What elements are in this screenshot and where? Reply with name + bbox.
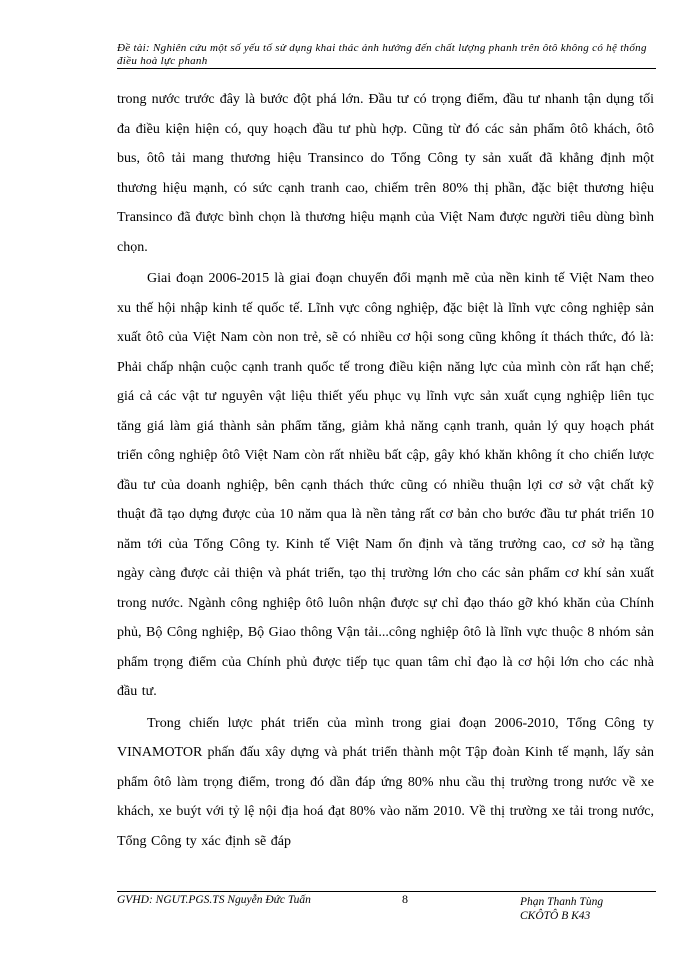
page-number: 8 (402, 892, 408, 906)
footer-author-class: CKÔTÔ B K43 (520, 910, 591, 922)
header-divider (117, 68, 656, 69)
document-header: Đề tài: Nghiên cứu một số yếu tố sử dụng khai thác ảnh hưởng đến chất lượng phanh trên ôtô không có hệ thống điều hoà lực phanh (117, 42, 647, 67)
footer-divider (117, 891, 656, 892)
paragraph-strategy-2006-2010: Trong chiến lược phát triển của mình trong giai đoạn 2006-2010, Tổng Công ty VINAMOTOR phấn đấu xây dựng và phát triển thành một Tập đoàn Kinh tế mạnh, lấy sản phẩm ôtô làm trọng điểm, trong đó dần đáp ứng 80% nhu cầu thị trường trong nước về xe khách, xe buýt với tỷ lệ nội địa hoá đạt 80% vào năm 2010. Về thị trường xe tải trong nước, Tổng Công ty xác định sẽ đáp (117, 715, 654, 849)
paragraph-continuation: trong nước trước đây là bước đột phá lớn. Đầu tư có trọng điểm, đầu tư nhanh tận dụng tối đa điều kiện hiện có, quy hoạch đầu tư phù hợp. Cũng từ đó các sản phẩm ôtô khách, ôtô bus, ôtô tải mang thương hiệu Transinco do Tổng Công ty sản xuất đã khẳng định một thương hiệu mạnh, có sức cạnh tranh cao, chiếm trên 80% thị phần, đặc biệt thương hiệu Transinco đã được bình chọn là thương hiệu mạnh của Việt Nam được người tiêu dùng bình chọn. (117, 92, 654, 255)
document-body (117, 85, 654, 856)
footer-author-block (520, 895, 656, 923)
paragraph-period-2006-2015: Giai đoạn 2006-2015 là giai đoạn chuyển đổi mạnh mẽ của nền kinh tế Việt Nam theo xu thế hội nhập kinh tế quốc tế. Lĩnh vực công nghiệp, đặc biệt là lĩnh vực công nghiệp sản xuất ôtô của Việt Nam còn non trẻ, sẽ có nhiều cơ hội song cũng không ít thách thức, đó là: Phải chấp nhận cuộc cạnh tranh quốc tế trong điều kiện năng lực của mình còn rất hạn chế; giá cả các vật tư nguyên vật liệu thiết yếu phục vụ lĩnh vực sản xuất cụng nghiệp liên tục tăng giá làm giá thành sản phẩm tăng, giảm khả năng cạnh tranh, quản lý quy hoạch phát triển công nghiệp ôtô Việt Nam còn rất nhiều bất cập, gây khó khăn không ít cho chiến lược đầu tư của doanh nghiệp, bên cạnh thách thức cũng có nhiều thuận lợi cơ sở vật chất kỹ thuật đã tạo dựng được của 10 năm qua là nền tảng rất cơ bản cho bước đầu tư phát triển 10 năm tới của Tổng Công ty. Kinh tế Việt Nam ổn định và tăng trưởng cao, cơ sở hạ tầng ngày càng được cải thiện và phát triển, tạo thị trường lớn cho các sản phẩm cơ khí sản xuất trong nước. Ngành công nghiệp ôtô luôn nhận được sự chỉ đạo tháo gỡ khó khăn của Chính phủ, Bộ Công nghiệp, Bộ Giao thông Vận tải...công nghiệp ôtô là lĩnh vực thuộc 8 nhóm sản phẩm trọng điểm của Chính phủ được tiếp tục quan tâm chỉ đạo là cơ hội lớn cho các nhà đầu tư. (117, 271, 654, 699)
footer-advisor: GVHD: NGUT.PGS.TS Nguyễn Đức Tuấn (117, 894, 311, 906)
footer-author-name: Phạn Thanh Tùng (520, 896, 604, 908)
